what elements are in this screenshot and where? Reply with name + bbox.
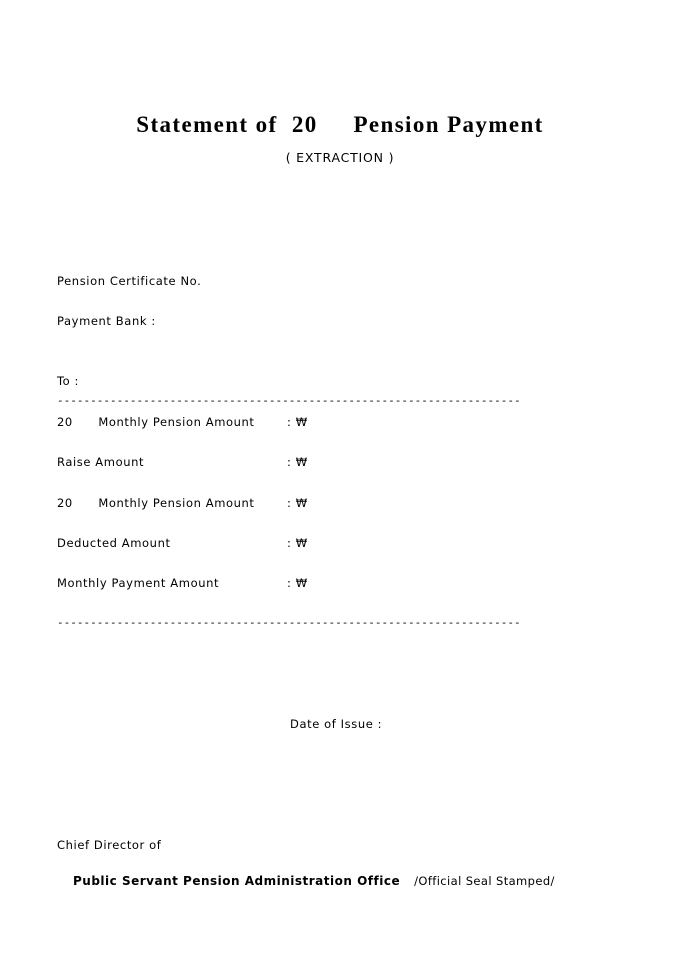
- recipient-label: To :: [57, 374, 80, 388]
- row-value: : ₩: [287, 576, 308, 590]
- pension-certificate-no-label: Pension Certificate No.: [57, 274, 202, 288]
- signatory-title: Chief Director of: [57, 838, 162, 852]
- row-label: Deducted Amount: [57, 536, 171, 550]
- divider-top: ----------------------------------------------------------------------: [57, 395, 521, 407]
- row-label: 20 Monthly Pension Amount: [57, 415, 255, 429]
- row-value: : ₩: [287, 496, 308, 510]
- title-block: [0, 112, 680, 165]
- row-label: Raise Amount: [57, 455, 145, 469]
- divider-bottom: ----------------------------------------------------------------------: [57, 617, 521, 629]
- signatory-office: Public Servant Pension Administration Office: [73, 874, 401, 888]
- payment-bank-label: Payment Bank :: [57, 314, 156, 328]
- date-of-issue-label: Date of Issue :: [290, 717, 383, 731]
- signature-block: [57, 857, 555, 905]
- table-row: [57, 496, 620, 514]
- row-value: : ₩: [287, 415, 308, 429]
- page-title: Statement of 20 Pension Payment: [136, 112, 544, 137]
- table-row: [57, 415, 620, 433]
- official-seal-note: /Official Seal Stamped/: [414, 874, 555, 888]
- table-row: [57, 455, 620, 473]
- table-row: [57, 576, 620, 594]
- row-value: : ₩: [287, 455, 308, 469]
- table-row: [57, 536, 620, 554]
- row-value: : ₩: [287, 536, 308, 550]
- row-label: 20 Monthly Pension Amount: [57, 496, 255, 510]
- page-subtitle: ( EXTRACTION ): [285, 150, 395, 165]
- row-label: Monthly Payment Amount: [57, 576, 220, 590]
